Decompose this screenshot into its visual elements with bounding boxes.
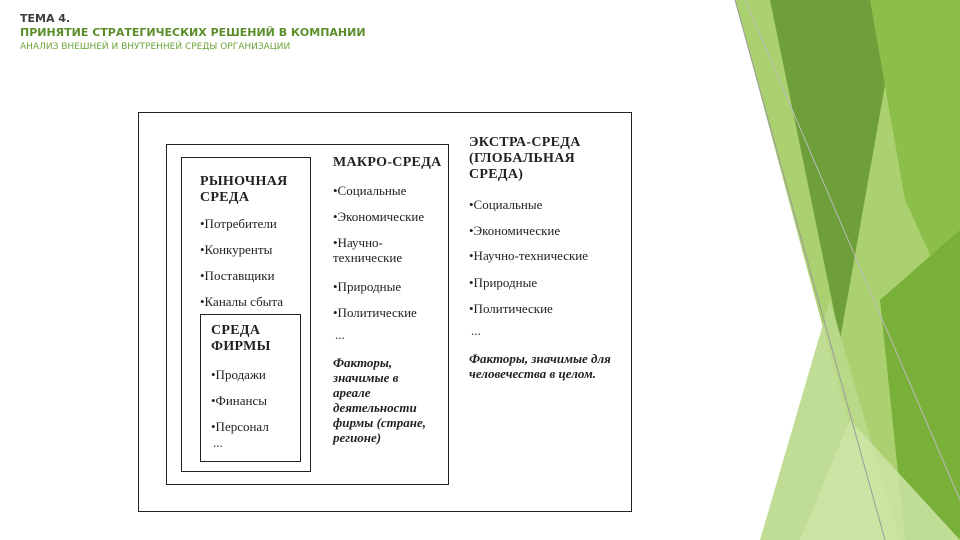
firm-item: •Продажи [211, 367, 266, 382]
macro-item: •Научно-техническиe [333, 235, 403, 265]
extra-title: ЭКСТРА-СРЕДА (ГЛОБАЛЬНАЯ СРЕДА) [469, 135, 581, 182]
firm-environment-box [200, 314, 301, 462]
extra-item: •Природные [469, 275, 538, 290]
extra-item: •Экономические [469, 223, 561, 238]
macro-ellipsis: ... [335, 327, 345, 342]
extra-item: •Научно-технические [469, 248, 589, 263]
macro-item: •Экономические [333, 209, 425, 224]
slide-title: ПРИНЯТИЕ СТРАТЕГИЧЕСКИХ РЕШЕНИЙ В КОМПАНИИ [20, 26, 366, 39]
market-title: РЫНОЧНАЯ СРЕДА [200, 174, 288, 205]
macro-item: •Политические [333, 305, 417, 320]
firm-item: •Финансы [211, 393, 267, 408]
market-item: •Потребители [200, 216, 277, 231]
environment-diagram [138, 112, 632, 512]
firm-title: СРЕДА ФИРМЫ [211, 323, 271, 354]
extra-item: •Политические [469, 301, 553, 316]
firm-item: •Персонал [211, 419, 269, 434]
macro-title: МАКРО-СРЕДА [333, 155, 442, 170]
market-item: •Конкуренты [200, 242, 273, 257]
slide-topic: ТЕМА 4. [20, 12, 71, 25]
macro-environment-box [166, 144, 449, 485]
macro-item: •Социальные [333, 183, 407, 198]
macro-note: Факторы, значимые в ареале деятельности фирмы (стране, регионе) [333, 355, 427, 445]
slide-header [20, 12, 366, 54]
extra-ellipsis: ... [471, 323, 481, 338]
extra-item: •Социальные [469, 197, 543, 212]
macro-item: •Природные [333, 279, 402, 294]
market-item: •Каналы сбыта [200, 294, 284, 309]
market-item: •Поставщики [200, 268, 275, 283]
market-environment-box [181, 157, 311, 472]
slide-subtitle: АНАЛИЗ ВНЕШНЕЙ И ВНУТРЕННЕЙ СРЕДЫ ОРГАНИЗАЦИИ [20, 42, 291, 52]
extra-note: Факторы, значимые для человечества в целом. [469, 351, 611, 381]
firm-ellipsis: ... [213, 435, 223, 450]
